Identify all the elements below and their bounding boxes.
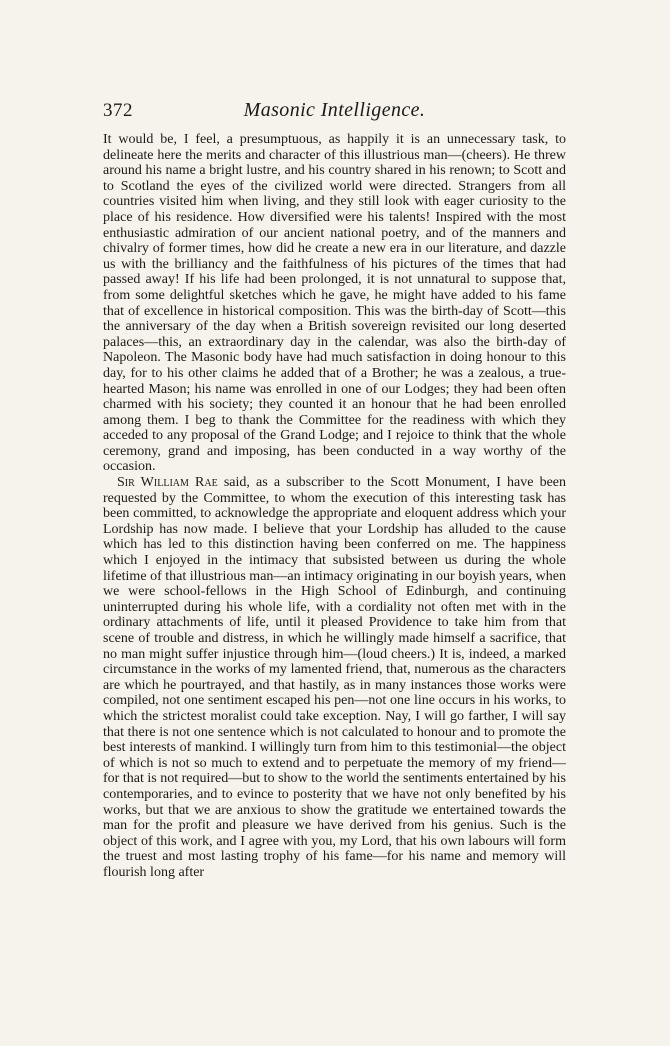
paragraph-sir-william-rae <box>103 475 566 880</box>
page-number: 372 <box>103 100 133 121</box>
page-header <box>103 100 566 126</box>
paragraph-text: said, as a subscriber to the Scott Monument, I have been requested by the Committee, to whom the execution of this interesting task has been committed, to acknowledge the appropriate and eloquent address which your Lordship has now made. I believe that your Lordship has alluded to the cause which has led to this distinction having been conferred on me. The happiness which I enjoyed in the intimacy that subsisted between us during the whole lifetime of that illustrious man—an intimacy originating in our boyish years, when we were school-fellows in the High School of Edinburgh, and continuing uninterrupted during his whole life, with a cordiality not often met with in the ordinary attachments of life, until it pleased Providence to take him from that scene of trouble and distress, in which he willingly made himself a sacrifice, that no man might suffer injustice through him—(loud cheers.) It is, indeed, a marked circumstance in the works of my lamented friend, that, numerous as the characters are which he pourtrayed, and that hastily, as in many instances those works were compiled, not one sentiment escaped his pen—not one line occurs in his works, to which the strictest moralist could take exception. Nay, I will go farther, I will say that there is not one sentence which is not calculated to honour and to promote the best interests of mankind. I willingly turn from him to this testimonial—the object of which is not so much to extend and to perpetuate the memory of my friend—for that is not required—but to show to the world the sentiments entertained by his contemporaries, and to evince to posterity that we have not only benefited by his works, but that we are anxious to show the gratitude we entertained towards the man for the profit and pleasure we have derived from his genius. Such is the object of this work, and I agree with you, my Lord, that his own labours will form the truest and most lasting trophy of his fame—for his name and memory will flourish long after <box>103 475 567 880</box>
body-text <box>103 132 566 881</box>
paragraph-scott-tribute: It would be, I feel, a presumptuous, as happily it is an unnecessary task, to delineate here the merits and character of this illustrious man—(cheers). He threw around his name a bright lustre, and his country shared in his renown; to Scott and to Scotland the eyes of the civilized world were directed. Strangers from all countries visited him when living, and they still look with eager curiosity to the place of his residence. How diversified were his talents! Inspired with the most enthusiastic admiration of our ancient national poetry, and of the manners and chivalry of former times, how did he create a new era in our literature, and dazzle us with the brilliancy and the faithfulness of his pictures of the times that had passed away! If his life had been prolonged, it is not unnatural to suppose that, from some delightful sketches which he gave, he might have added to his fame that of excellence in historical composition. This was the birth-day of Scott—this the anniversary of the day when a British sovereign revisited our long deserted palaces—this, an extraordinary day in the calendar, was also the birth-day of Napoleon. The Masonic body have had much satisfaction in doing honour to this day, for to his other claims he added that of a Brother; he was a zealous, a true-hearted Mason; his name was enrolled in one of our Lodges; they had been often charmed with his society; they counted it an honour that he had been enrolled among them. I beg to thank the Committee for the readiness with which they acceded to any proposal of the Grand Lodge; and I rejoice to think that the whole ceremony, grand and imposing, has been conducted in a way worthy of the occasion. <box>103 132 566 475</box>
speaker-name: Sir William Rae <box>117 475 218 491</box>
running-title: Masonic Intelligence. <box>243 99 426 121</box>
